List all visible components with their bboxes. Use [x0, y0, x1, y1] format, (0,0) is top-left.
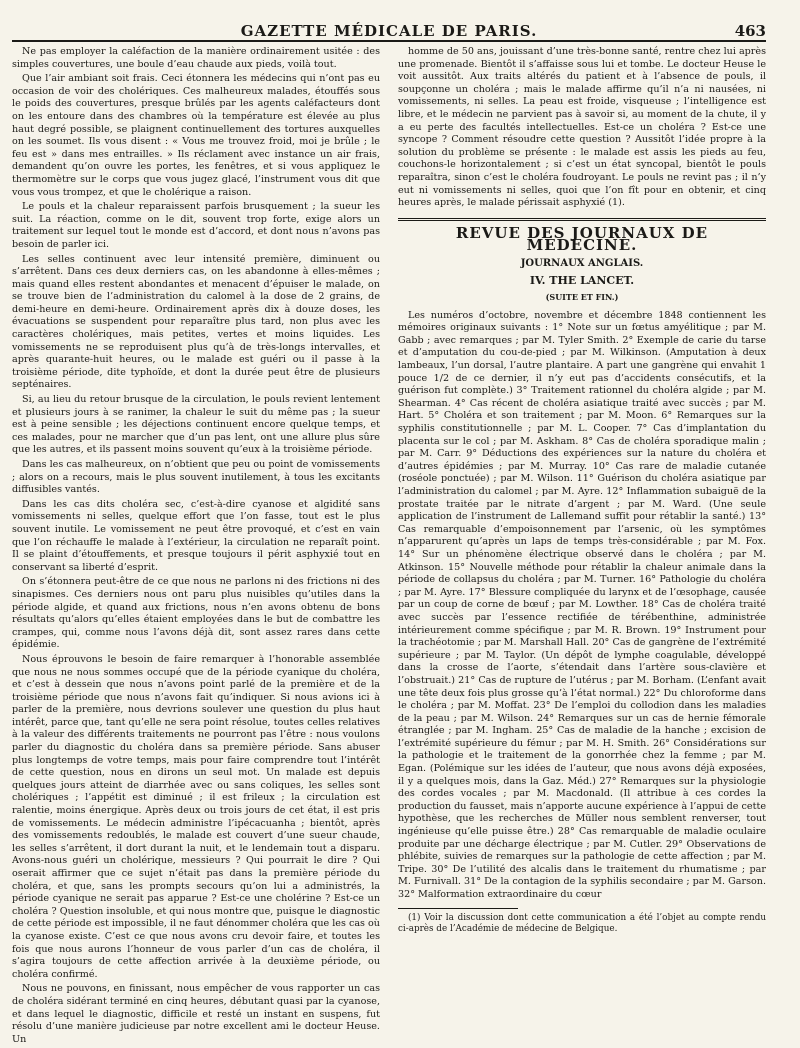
left-paragraph: Si, au lieu du retour brusque de la circulation, le pouls revient lentement et plusieurs jours à se ranimer, la chaleur le suit du même pas ; la sueur est à peine sensible ; les déjections continuent encore quelque temps, et ces malades, pour ne marcher que d’un pas lent, ont une allure plus sûre que les autres, et ils passent moins souvent qu’eux à la troisième période.	[12, 394, 380, 456]
left-paragraph: Nous éprouvons le besoin de faire remarquer à l’honorable assemblée que nous ne nous sommes occupé que de la période cyanique du choléra, et c’est à dessein que nous n’avons point parlé de la première et de la troisième période que nous n’avons fait qu’indiquer. Si nous avions ici à parler de la première, nous devrions soulever une question du plus haut intérêt, parce que, tant qu’elle ne sera point résolue, toutes celles relatives à la valeur des différents traitements ne pourront pas l’être : nous voulons parler du diagnostic du choléra dans sa première période. Sans abuser plus longtemps de votre temps, mais pour faire comprendre tout l’intérêt de cette question, nous en dirons un seul mot. Un malade est depuis quelques jours atteint de diarrhée avec ou sans coliques, les selles sont cholériques ; l’appétit est diminué ; il est frileux ; la circulation est ralentie, moins énergique. Après deux ou trois jours de cet état, il est pris de vomissements. Le médecin administre l’ipécacuanha ; bientôt, après des vomissements redoublés, le malade est couvert d’une sueur chaude, les selles s’arrêtent, il dort durant la nuit, et le lendemain tout a disparu. Avons-nous guéri un cholérique, messieurs ? Qui pourrait le dire ? Qui oserait affirmer que ce sujet n’était pas dans la première période du choléra, et que, sans les prompts secours qu’on lui a administrés, la période cyanique ne serait pas apparue ? Est-ce une cholérine ? Est-ce un choléra ? Question insoluble, et qui nous montre que, puisque le diagnostic de cette période est impossible, il ne faut dénommer choléra que les cas où la cyanose existe. C’est ce que nous avons cru devoir faire, et toutes les fois que nous aurons l’honneur de vous parler d’un cas de choléra, il s’agira toujours de cette affection arrivée à la deuxième période, ou choléra confirmé.	[12, 653, 380, 980]
left-paragraph: Le pouls et la chaleur reparaissent parfois brusquement ; la sueur les suit. La réaction, comme on le dit, souvent trop forte, exige alors un traitement sur lequel tout le monde est d’accord, et dont nous n’avons pas besoin de parler ici.	[12, 201, 380, 250]
subsection-title: JOURNAUX ANGLAIS.	[520, 257, 644, 269]
footnote: (1) Voir la discussion dont cette communication a été l’objet au compte rendu ci-après de l’Académie de médecine de Belgique.	[398, 912, 766, 934]
left-paragraph: Dans les cas dits choléra sec, c’est-à-dire cyanose et algidité sans vomissements ni selles, quelque effort que l’on fasse, tout est le plus souvent inutile. Le vomissement ne peut être provoqué, et c’est en vain que l’on réchauffe le malade à l’extérieur, la circulation ne reparaît point. Il se plaint d’étouffements, et presque toujours il périt asphyxié tout en conservant sa liberté d’esprit.	[12, 498, 380, 573]
page-number: 463	[734, 22, 766, 40]
two-column-body	[12, 46, 766, 1048]
journal-title: GAZETTE MÉDICALE DE PARIS.	[240, 22, 538, 40]
review-text: Les numéros d’octobre, novembre et décembre 1848 contiennent les mémoires originaux suivants : 1° Note sur un fœtus amyélitique ; par M. Gabb ; avec remarques ; par M. Tyler Smith. 2° Exemple de carie du tarse et d’amputation du cou-de-pied ; par M. Wilkinson. (Amputation à deux lambeaux, l’un dorsal, l’autre plantaire. A part une gangrène qui envahit 1 pouce 1/2 de ce dernier, il n’y eut pas d’accidents consécutifs, et la guérison fut complète.) 3° Traitement rationnel du choléra algide ; par M. Shearman. 4° Cas récent de choléra asiatique traité avec succès ; par M. Hart. 5° Choléra et son traitement ; par M. Moon. 6° Remarques sur la syphilis constitutionnelle ; par M. L. Cooper. 7° Cas d’implantation du placenta sur le col ; par M. Askham. 8° Cas de choléra sporadique malin ; par M. Carr. 9° Déductions des expériences sur la nature du choléra et d’autres épidémies ; par M. Murray. 10° Cas rare de maladie cutanée (roséole ponctuée) ; par M. Wilson. 11° Guérison du choléra asiatique par l’administration du calomel ; par M. Ayre. 12° Inflammation subaiguë de la prostate traitée par le nitrate d’argent ; par M. Ward. (Une seule application de l’instrument de Lallemand suffit pour rétablir la santé.) 13° Cas remarquable d’empoisonnement par l’arsenic, où les symptômes n’apparurent qu’après un laps de temps très-considérable ; par M. Fox. 14° Sur un phénomène électrique observé dans le choléra ; par M. Atkinson. 15° Nouvelle méthode pour rétablir la chaleur animale dans la période de collapsus du choléra ; par M. Turner. 16° Pathologie du choléra ; par M. Ayre. 17° Blessure compliquée du larynx et de l’œsophage, causée par un coup de corne de bœuf ; par M. Lowther. 18° Cas de choléra traité avec succès par l’essence rectifiée de térébenthine, administrée intérieurement comme spécifique ; par M. R. Brown. 19° Instrument pour la trachéotomie ; par M. Marshall Hall. 20° Cas de gangrène de l’extrémité supérieure ; par M. Taylor. (Un dépôt de lymphe coagulable, développé dans la crosse de l’aorte, s’étendait dans l’artère sous-clavière et l’obstruait.) 21° Cas de rupture de l’utérus ; par M. Borham. (L’enfant avait une tête deux fois plus grosse qu’à l’état normal.) 22° Du chloroforme dans le choléra ; par M. Moffat. 23° De l’emploi du collodion dans les maladies de la peau ; par M. Wilson. 24° Remarques sur un cas de hernie fémorale étranglée ; par M. Ingham. 25° Cas de maladie de la hanche ; excision de l’extrémité supérieure du fémur ; par M. H. Smith. 26° Considérations sur la pathologie et le traitement de la gonorrhée chez la femme ; par M. Egan. (Polémique sur les idées de l’auteur, que nous avons déjà exposées, il y a quelques mois, dans la Gaz. Méd.) 27° Remarques sur la physiologie des cordes vocales ; par M. Macdonald. (Il attribue à ces cordes la production du fausset, mais n’apporte aucune expérience à l’appui de cette hypothèse, que les recherches de Müller nous semblent renverser, tout ingénieuse qu’elle puisse être.) 28° Cas remarquable de maladie oculaire produite par une décharge électrique ; par M. Cutler. 29° Observations de phlébite, suivies de remarques sur la pathologie de cette affection ; par M. Tripe. 30° De l’utilité des alcalis dans le traitement du rhumatisme ; par M. Furnivall. 31° De la contagion de la syphilis secondaire ; par M. Garson. 32° Malformation extraordinaire du cœur	[398, 309, 766, 900]
left-paragraph: On s’étonnera peut-être de ce que nous ne parlons ni des frictions ni des sinapismes. Ces derniers nous ont paru plus nuisibles qu’utiles dans la période algide, et quand aux frictions, nous n’en avons obtenu de bons résultats qu’alors qu’elles étaient employées dans le but de combattre les crampes, qui, comme nous l’avons déjà dit, sont assez rares dans cette épidémie.	[12, 576, 380, 651]
right-top-paragraph: homme de 50 ans, jouissant d’une très-bonne santé, rentre chez lui après une promenade. Bientôt il s’affaisse sous lui et tombe. Le docteur Heuse le voit aussitôt. Aux traits altérés du patient et à l’absence de pouls, il soupçonne un choléra ; mais le malade affirme qu’il n’a ni nausées, ni vomissements, ni selles. La peau est froide, visqueuse ; l’intelligence est libre, et le médecin ne parvient pas à savoir si, au moment de la chute, il y a eu perte des facultés intellectuelles. Est-ce un choléra ? Est-ce une syncope ? Comment résoudre cette question ? Aussitôt l’idée propre à la solution du problème se présente : le malade est assis les pieds au feu, couchons-le horizontalement ; si c’est un état syncopal, bientôt le pouls reparaîtra, sinon c’est le choléra foudroyant. Le pouls ne revint pas ; il n’y eut ni vomissements ni selles, quoi que l’on fît pour en obtenir, et cinq heures après, le malade périssait asphyxié (1).	[398, 46, 766, 209]
journal-heading: IV. THE LANCET.	[529, 273, 635, 287]
left-column	[12, 46, 380, 1048]
section-title: REVUE DES JOURNAUX DE MÉDECINE.	[455, 223, 709, 255]
left-paragraph: Que l’air ambiant soit frais. Ceci étonnera les médecins qui n’ont pas eu occasion de voir des cholériques. Ces malheureux malades, étouffés sous le poids des couvertures, presque brûlés par les agents caléfacteurs dont on les entoure dans des chambres où la température est élevée au plus haut degré possible, se plaignent continuellement des tortures auxquelles on les soumet. Ils vous disent : « Vous me trouvez froid, moi je brûle ; le feu est » dans mes entrailles. » Ils réclament avec instance un air frais, demandent qu’on ouvre les portes, les fenêtres, et si vous appliquez le thermomètre sur le corps que vous jugez glacé, l’instrument vous dit que vous vous trompez, et que le cholérique a raison.	[12, 73, 380, 198]
left-paragraph: Nous ne pouvons, en finissant, nous empêcher de vous rapporter un cas de choléra sidérant terminé en cinq heures, débutant quasi par la cyanose, et dans lequel le diagnostic, difficile et resté un instant en suspens, fut résolu d’une manière judicieuse par notre excellent ami le docteur Heuse. Un	[12, 983, 380, 1045]
section-divider	[398, 218, 766, 221]
left-paragraph: Les selles continuent avec leur intensité première, diminuent ou s’arrêtent. Dans ces deux derniers cas, on les abandonne à elles-mêmes ; mais quand elles restent abondantes et menacent d’épuiser le malade, on se trouve bien de l’administration du calomel à la dose de 2 grains, de demi-heure en demi-heure. Ordinairement après dix à douze doses, les évacuations se suspendent pour reparaître plus tard, non plus avec les caractères cholériques, mais petites, vertes et moins liquides. Les vomissements ne se reproduisent plus qu’à de très-longs intervalles, et après quarante-huit heures, ou le malade est guéri ou il passe à la troisième période, dite typhoïde, et dont la durée peut être de plusieurs septénaires.	[12, 253, 380, 391]
left-paragraph: Ne pas employer la caléfaction de la manière ordinairement usitée : des simples couvertures, une boule d’eau chaude aux pieds, voilà tout.	[12, 46, 380, 70]
left-paragraph: Dans les cas malheureux, on n’obtient que peu ou point de vomissements ; alors on a recours, mais le plus souvent inutilement, à tous les excitants diffusibles vantés.	[12, 459, 380, 496]
page-header	[12, 0, 766, 42]
footnote-divider	[398, 908, 518, 909]
right-column	[398, 46, 766, 1048]
continuation-note: (SUITE ET FIN.)	[545, 292, 619, 303]
